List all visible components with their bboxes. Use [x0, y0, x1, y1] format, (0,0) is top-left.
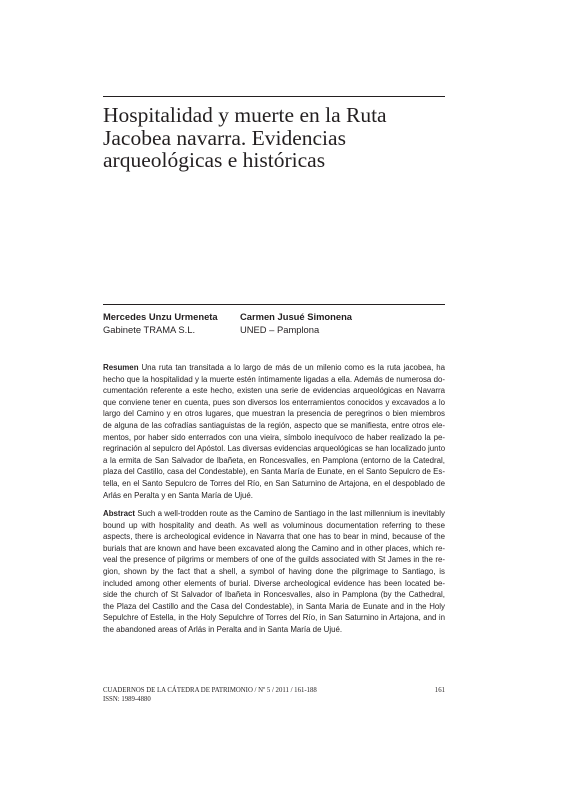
- resumen-line: a la ermita de San Salvador de Ibañeta, en Roncesvalles, en Pamplona (entorno de la Catedral,: [103, 455, 445, 465]
- title-line: arqueológicas e históricas: [103, 148, 326, 172]
- resumen-line: regrinación al sepulcro del Apóstol. Las diversas evidencias arqueológicas se han localizado junto: [103, 444, 445, 454]
- title-line: Hospitalidad y muerte en la Ruta: [103, 103, 387, 127]
- issn: ISSN: 1989-4880: [103, 696, 151, 703]
- resumen-line: plaza del Castillo, casa del Condestable), en Santa María de Eunate, en el Santo Sepulcro de Es-: [103, 467, 445, 477]
- resumen-line: hecho que la hospitalidad y la muerte estén íntimamente ligadas a ella. Además de numerosa do-: [103, 374, 445, 384]
- author-affiliation: Gabinete TRAMA S.L.: [103, 324, 196, 335]
- authors-rule: [103, 304, 445, 305]
- page-footer: [103, 686, 445, 704]
- abstract-line: aspects, there is archeological evidence in Navarra that one has to bear in mind, because of the: [103, 532, 445, 542]
- abstract-line: veal the presence of pilgrims or members of one of the guilds associated with St James in the re-: [103, 555, 445, 565]
- resumen-line: tella, en el Santo Sepulcro de Torres del Río, en San Saturnino de Artajona, en el despoblado de: [103, 478, 445, 488]
- resumen-line: de alguna de las cofradías santiaguistas de la región, aspecto que se manifiesta, entre otros ele-: [103, 420, 445, 430]
- author-affiliation: UNED – Pamplona: [240, 324, 320, 335]
- abstract-text: Such a well-trodden route as the Camino de Santiago in the last millennium is inevitably: [135, 509, 445, 518]
- abstract-label: Abstract: [103, 509, 136, 518]
- abstract-line: Sepulchre of Estella, in the Holy Sepulchre of Torres del Río, in San Saturnino in Artajona, and in: [103, 613, 445, 623]
- abstract-first-line: [103, 508, 445, 520]
- abstract-line: the Plaza del Castillo and the Casa del Condestable), in Santa Maria de Eunate and in the Holy: [103, 601, 445, 611]
- abstract-section: [103, 508, 445, 636]
- author-block: [240, 310, 352, 336]
- abstract-line: the abandoned areas of Arlás in Peralta and in Santa María de Ujué.: [103, 624, 343, 634]
- resumen-line: cumentación referente a este hecho, existen una serie de evidencias arqueológicas en Navarra: [103, 386, 445, 396]
- resumen-label: Resumen: [103, 363, 139, 372]
- top-rule: [103, 96, 445, 97]
- abstract-line: gion, shown by the fact that a shell, a symbol of having done the pilgrimage to Santiago, is: [103, 566, 445, 576]
- abstract-line: bound up with hospitality and death. As well as voluminous documentation referring to these: [103, 520, 445, 530]
- resumen-line: Arlás en Peralta y en Santa María de Ujué.: [103, 490, 254, 500]
- abstract-line: included among other elements of burial. Diverse archeological evidence has been located be-: [103, 578, 445, 588]
- resumen-first-line: [103, 362, 445, 374]
- resumen-line: que conviene tener en cuenta, pues son diversos los enterramientos conocidos y excavados a lo: [103, 397, 445, 407]
- page-number: 161: [434, 687, 445, 694]
- resumen-text: Una ruta tan transitada a lo largo de más de un milenio como es la ruta jacobea, ha: [138, 363, 445, 372]
- abstract-line: side the church of St Salvador of Ibañeta in Roncesvalles, also in Pamplona (by the Cathedral,: [103, 590, 445, 600]
- resumen-section: [103, 362, 445, 501]
- abstract-line: burials that are known and have been excavated along the Camino and in other places, which re-: [103, 543, 445, 553]
- author-name: Carmen Jusué Simonena: [240, 311, 353, 322]
- resumen-line: mentos, por haber sido enterrados con una vieira, símbolo inequívoco de haber realizado la pe-: [103, 432, 445, 442]
- title-line: Jacobea navarra. Evidencias: [103, 125, 346, 150]
- paper-title: [103, 104, 445, 172]
- author-block: [103, 310, 218, 336]
- author-name: Mercedes Unzu Urmeneta: [103, 311, 218, 322]
- journal-citation: CUADERNOS DE LA CÁTEDRA DE PATRIMONIO / Nº 5 / 2011 / 161-188: [103, 687, 317, 694]
- resumen-line: largo del Camino y en otros lugares, que muestran la presencia de peregrinos o bien miembros: [103, 409, 445, 419]
